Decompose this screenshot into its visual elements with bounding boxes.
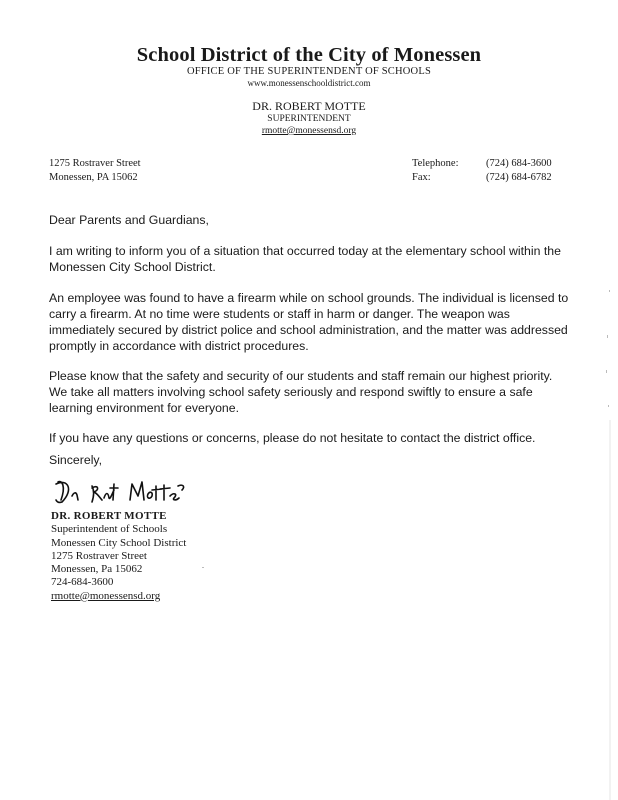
letterhead (0, 44, 618, 137)
signatory-city: Monessen, Pa 15062 (51, 563, 143, 576)
district-website[interactable]: www.monessenschooldistrict.com (247, 78, 371, 88)
fax-label: Fax: (412, 172, 431, 183)
district-address (49, 157, 141, 185)
superintendent-title: SUPERINTENDENT (267, 114, 351, 124)
telephone-value: (724) 684-3600 (486, 158, 552, 169)
contact-values (486, 157, 552, 185)
signatory-phone: 724-684-3600 (51, 576, 114, 589)
signatory-district: Monessen City School District (51, 536, 187, 549)
paragraph-safety: Please know that the safety and security of our students and staff remain our highest priority. We take all matters involving school safety seriously and respond swiftly to ensure a safe learning environment for everyone. (49, 369, 553, 415)
office-title: OFFICE OF THE SUPERINTENDENT OF SCHOOLS (187, 66, 431, 77)
paragraph-contact: If you have any questions or concerns, please do not hesitate to contact the district office. (49, 431, 536, 445)
address-street: 1275 Rostraver Street (49, 158, 141, 169)
fax-value: (724) 684-6782 (486, 172, 552, 183)
paragraph-incident: An employee was found to have a firearm while on school grounds. The individual is licensed to carry a firearm. At no time were students or staff in harm or danger. The weapon was immediately secured by district police and school administration, and the matter was addressed promptly in accordance with district procedures. (49, 291, 569, 353)
signatory-name: DR. ROBERT MOTTE (51, 510, 167, 522)
telephone-label: Telephone: (412, 158, 459, 169)
superintendent-name: DR. ROBERT MOTTE (252, 99, 366, 113)
superintendent-email-link[interactable]: rmotte@monessensd.org (261, 126, 357, 136)
signatory-email-link[interactable]: rmotte@monessensd.org (51, 589, 161, 602)
signatory-street: 1275 Rostraver Street (51, 549, 147, 562)
district-name: School District of the City of Monessen (136, 44, 482, 66)
contact-labels (412, 157, 459, 185)
signature-block (51, 510, 186, 603)
salutation: Dear Parents and Guardians, (49, 213, 209, 227)
signatory-title: Superintendent of Schools (51, 523, 168, 536)
paragraph-intro: I am writing to inform you of a situation that occurred today at the elementary school within the Monessen City School District. (49, 244, 561, 274)
handwritten-signature (52, 476, 202, 510)
closing: Sincerely, (49, 453, 103, 467)
address-city: Monessen, PA 15062 (49, 172, 138, 183)
